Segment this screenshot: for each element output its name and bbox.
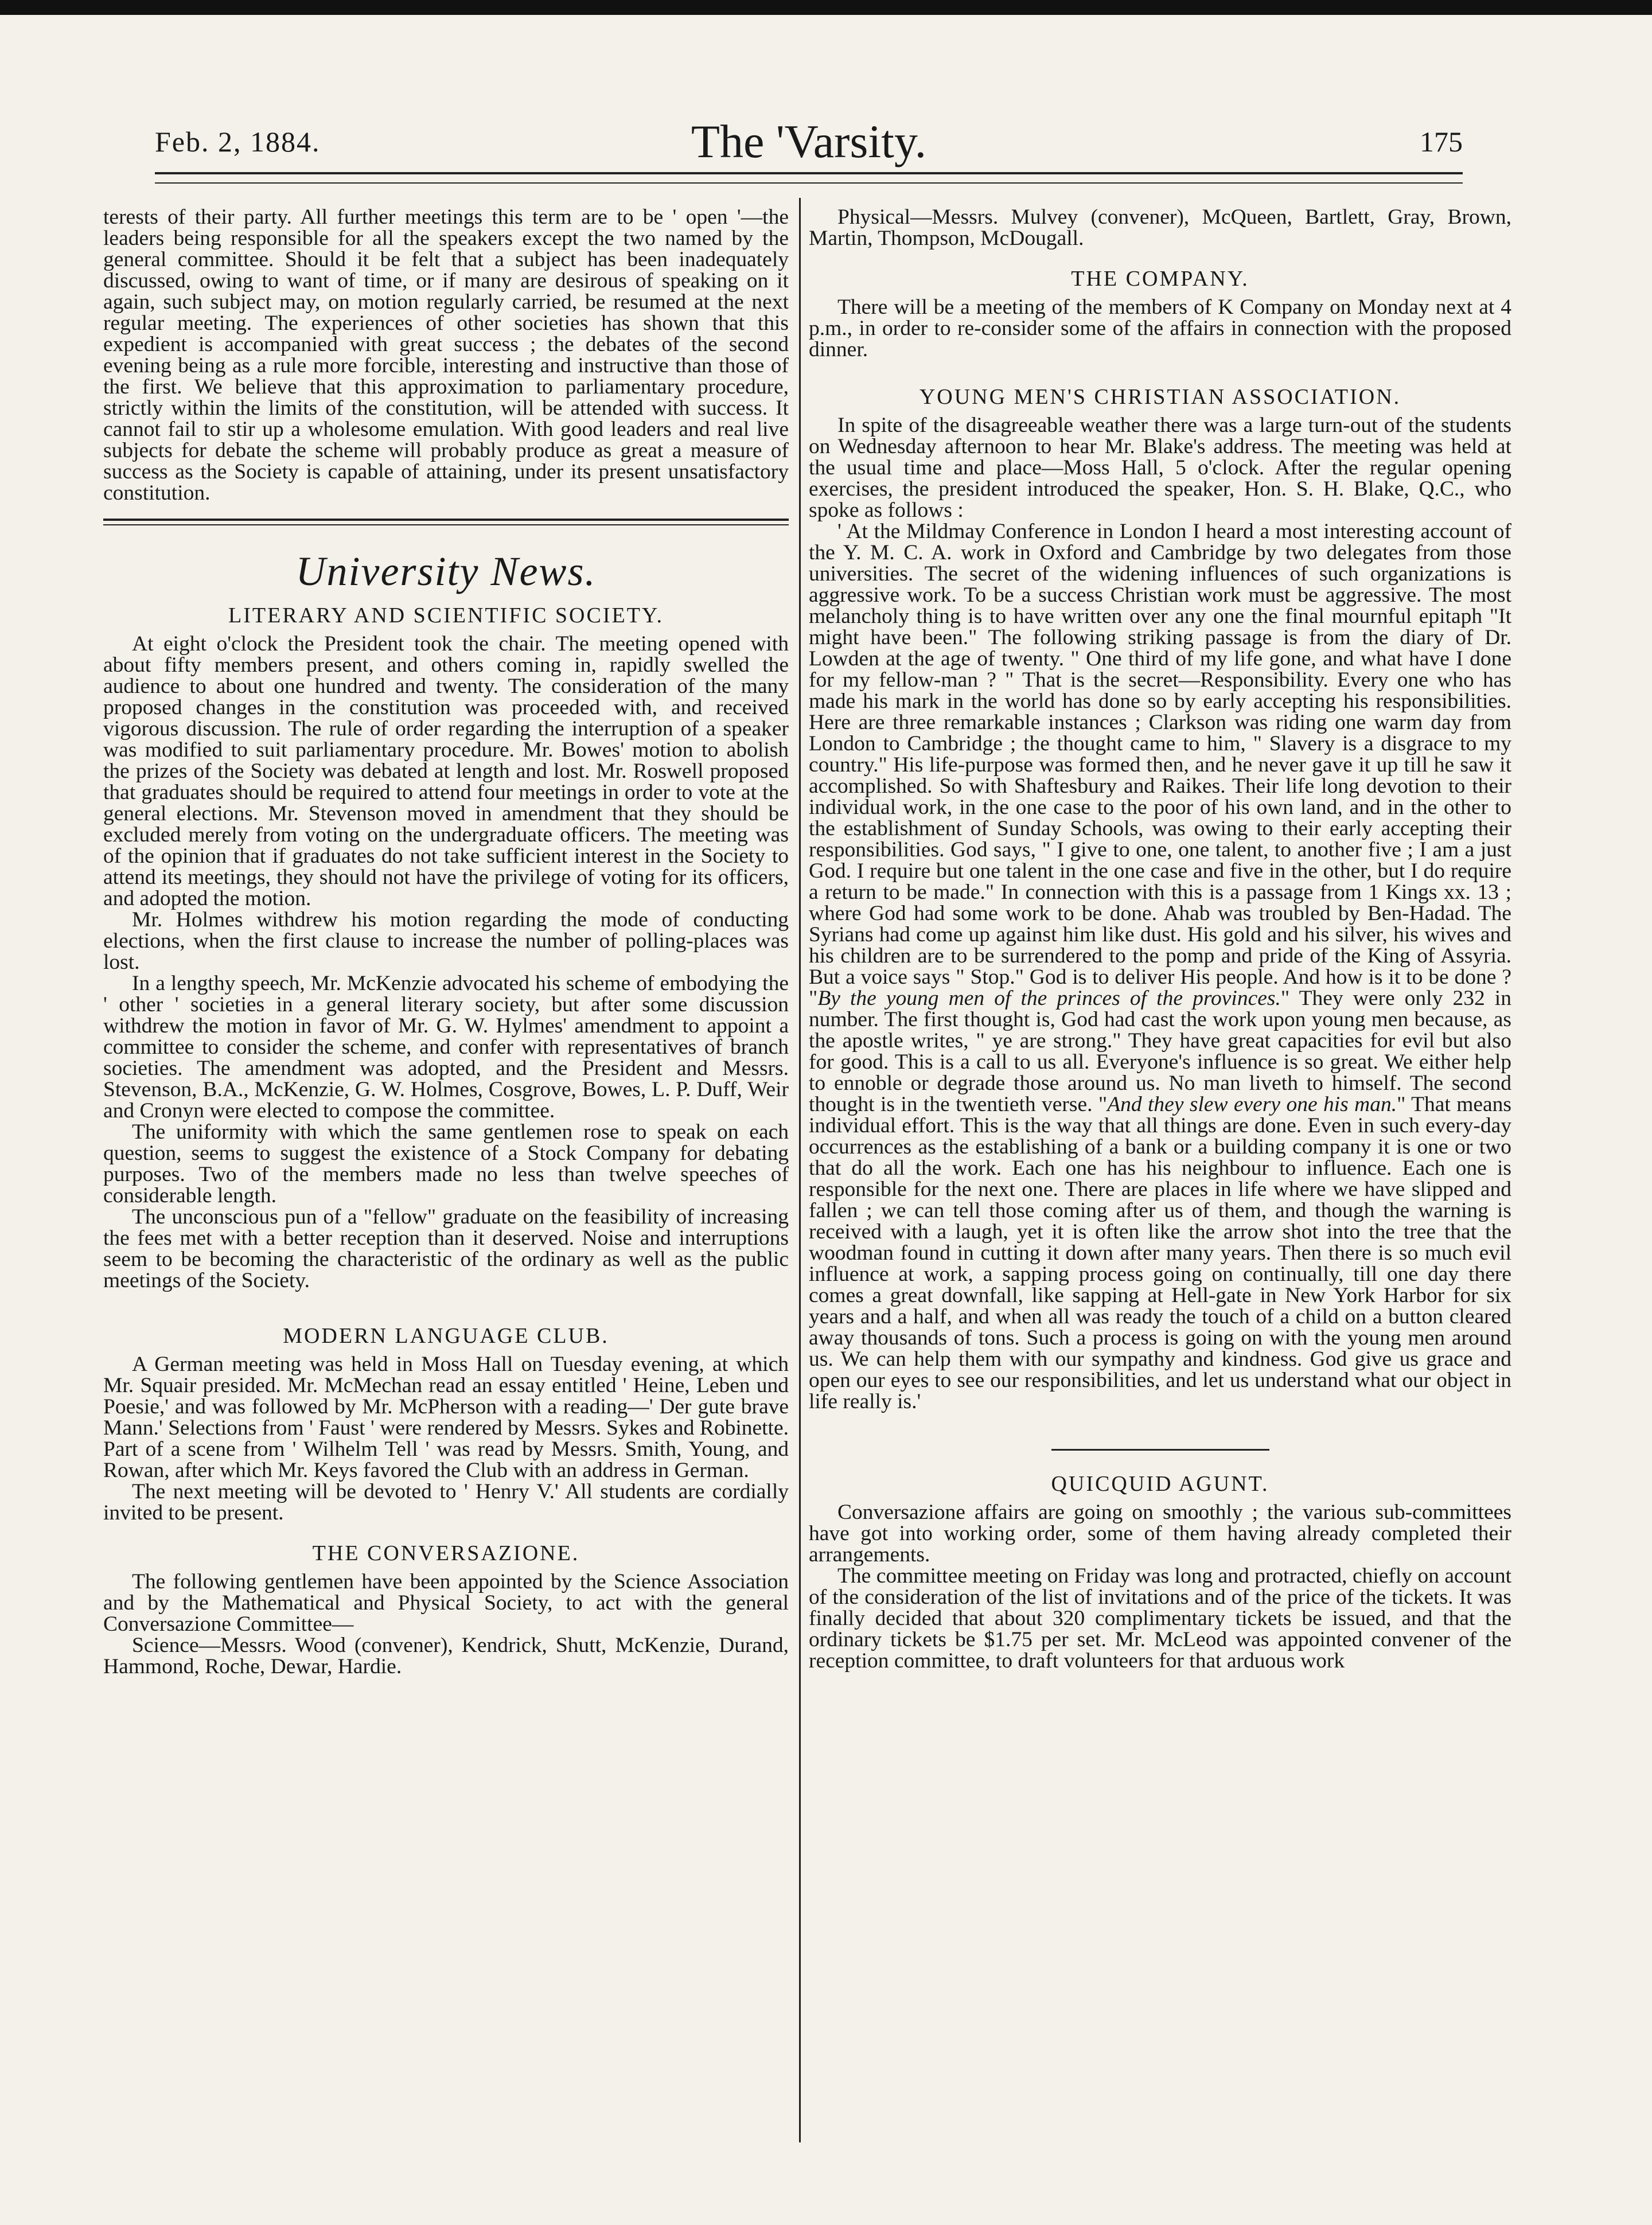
article-paragraph: The committee meeting on Friday was long and protracted, chiefly on account of the consideration of the list of invitations and of the price of the tickets. It was finally decided that about 320 complimentary tickets be issued, and that the ordinary tickets be $1.75 per set. Mr. McLeod was appointed convener of the reception committee, to draft volunteers for that arduous work	[809, 1564, 1511, 1673]
company-heading: THE COMPANY.	[1071, 267, 1249, 291]
newspaper-title: The 'Varsity.	[691, 115, 927, 167]
article-paragraph: In a lengthy speech, Mr. McKenzie advocated his scheme of embodying the ' other ' societies in a general literary society, but after some discussion withdrew the motion in favor of Mr. G. W. Hylmes' amendment to appoint a committee to consider the scheme, and confer with representatives of branch societies. The amendment was adopted, and the President and Messrs. Stevenson, B.A., McKenzie, G. W. Holmes, Cosgrove, Bowes, L. P. Duff, Weir and Cronyn were elected to compose the committee.	[103, 972, 789, 1123]
university-news-masthead: University News.	[295, 548, 597, 594]
physical-committee: Physical—Messrs. Mulvey (convener), McQueen, Bartlett, Gray, Brown, Martin, Thompson, McDougall.	[809, 205, 1511, 250]
left-column	[103, 206, 789, 1677]
section-divider	[103, 519, 789, 525]
article-paragraph: There will be a meeting of the members of K Company on Monday next at 4 p.m., in order to re-consider some of the affairs in connection with the proposed dinner.	[809, 295, 1511, 361]
article-paragraph: The following gentlemen have been appointed by the Science Association and by the Mathematical and Physical Society, to act with the general Conversazione Committee—	[103, 1570, 789, 1636]
scripture-quote: And they slew every one his man.	[1107, 1093, 1397, 1116]
article-paragraph: Science—Messrs. Wood (convener), Kendrick, Shutt, McKenzie, Durand, Hammond, Roche, Dewar, Hardie.	[103, 1634, 789, 1678]
header-rule-top	[155, 172, 1463, 174]
article-paragraph: In spite of the disagreeable weather there was a large turn-out of the students on Wednesday afternoon to hear Mr. Blake's address. The meeting was held at the usual time and place—Moss Hall, 5 o'clock. After the regular opening exercises, the president introduced the speaker, Hon. S. H. Blake, Q.C., who spoke as follows :	[809, 414, 1511, 522]
speech-paragraph	[809, 521, 1511, 1412]
article-paragraph: At eight o'clock the President took the chair. The meeting opened with about fifty members present, and others coming in, rapidly swelled the audience to about one hundred and twenty. The consideration of the many proposed changes in the constitution was proceeded with, and received vigorous discussion. The rule of order regarding the interruption of a speaker was modified to suit parliamentary procedure. Mr. Bowes' motion to abolish the prizes of the Society was debated at length and lost. Mr. Roswell proposed that graduates should be required to attend four meetings in order to vote at the general elections. Mr. Stevenson moved in amendment that they should be excluded merely from voting on the undergraduate officers. The meeting was of the opinion that if graduates do not take sufficient interest in the Society to attend its meetings, they should not have the privilege of voting for its officers, and adopted the motion.	[103, 632, 789, 910]
modern-language-club-heading: MODERN LANGUAGE CLUB.	[283, 1324, 609, 1348]
page-number: 175	[1420, 126, 1463, 158]
speech-text: ' At the Mildmay Conference in London I heard a most interesting account of the Y. M. C. A. work in Oxford and Cambridge by two delegates from those universities. The secret of the widening influences of such organizations is aggressive work. To be a success Christian work must be aggressive. The most melancholy thing is to have written over any one the final mournful epitaph "It might have been." The following striking passage is from the diary of Dr. Lowden at the age of twenty. " One third of my life gone, and what have I done for my fellow-man ? " That is the secret—Responsibility. Every one who has made his mark in the world has done so by early accepting his responsibilities. Here are three remarkable instances ; Clarkson was riding one warm day from London to Cambridge ; the thought came to him, " Slavery is a disgrace to my country." His life-purpose was formed then, and he never gave it up till he saw it accomplished. So with Shaftesbury and Raikes. Their life long devotion to their individual work, in the one case to the poor of his own land, and in the other to the establishment of Sunday Schools, was owing to their early accepting their responsibilities. God says, " I give to one, one talent, to another five ; I am a just God. I require but one talent in the one case and five in the other, but I do require a return to be made." In connection with this is a passage from 1 Kings xx. 13 ; where God had some work to be done. Ahab was troubled by Ben-Hadad. The Syrians had come up against him like dust. His gold and his silver, his wives and his children are to be surrendered to the pomp and pride of the King of Assyria. But a voice says " Stop." God is to deliver His people. And how is it to be done ? "	[809, 520, 1511, 1010]
conversazione-heading: THE CONVERSAZIONE.	[312, 1541, 580, 1565]
article-paragraph: A German meeting was held in Moss Hall on Tuesday evening, at which Mr. Squair presided. Mr. McMechan read an essay entitled ' Heine, Leben und Poesie,' and was followed by Mr. McPherson with a reading—' Der gute brave Mann.' Selections from ' Faust ' were rendered by Messrs. Sykes and Robinette. Part of a scene from ' Wilhelm Tell ' was read by Messrs. Smith, Young, and Rowan, after which Mr. Keys favored the Club with an address in German.	[103, 1353, 789, 1482]
article-paragraph: Conversazione affairs are going on smoothly ; the various sub-committees have got into working order, some of them having already completed their arrangements.	[809, 1501, 1511, 1567]
article-paragraph: The uniformity with which the same gentlemen rose to speak on each question, seems to suggest the existence of a Stock Company for debating purposes. Two of the members made no less than twelve speeches of considerable length.	[103, 1120, 789, 1207]
scripture-quote: By the young men of the princes of the provinces.	[817, 987, 1281, 1010]
section-divider	[1051, 1449, 1269, 1451]
column-divider	[799, 198, 801, 2142]
right-column	[809, 206, 1511, 1671]
article-paragraph: The next meeting will be devoted to ' Henry V.' All students are cordially invited to be present.	[103, 1480, 789, 1525]
editorial-continuation: terests of their party. All further meetings this term are to be ' open '—the leaders being responsible for all the speakers except the two named by the general committee. Should it be felt that a subject has been inadequately discussed, owing to want of time, or if many are desirous of speaking on it again, such subject may, on motion regularly carried, be resumed at the next regular meeting. The experiences of other societies has shown that this expedient is accompanied with great success ; the debates of the second evening being as a rule more forcible, interesting and instructive than those of the first. We believe that this approximation to parliamentary procedure, strictly within the limits of the constitution, will be attended with success. It cannot fail to stir up a wholesome emulation. With good leaders and real live subjects for debate the scheme will probably produce as great a measure of success as the Society is capable of attaining, under its present unsatisfactory constitution.	[103, 205, 789, 505]
article-paragraph: Mr. Holmes withdrew his motion regarding the mode of conducting elections, when the first clause to increase the number of polling-places was lost.	[103, 908, 789, 974]
quicquid-agunt-heading: QUICQUID AGUNT.	[1051, 1472, 1269, 1496]
article-paragraph: The unconscious pun of a "fellow" graduate on the feasibility of increasing the fees met with a better reception than it deserved. Noise and interruptions seem to be becoming the characteristic of the ordinary as well as the public meetings of the Society.	[103, 1205, 789, 1292]
top-border	[0, 0, 1652, 15]
header-rule-bottom	[155, 182, 1463, 184]
literary-society-heading: LITERARY AND SCIENTIFIC SOCIETY.	[228, 603, 664, 628]
speech-text: " That means individual effort. This is the way that all things are done. Even in such every-day occurrences as the establishing of a bank or a building company it is one or two that do all the work. Each one has his neighbour to influence. Each one is responsible for the next one. There are places in life where we have slipped and fallen ; we can tell those coming after us of them, and though the warning is received with a laugh, yet it is often like the arrow shot into the tree that the woodman found in cutting it down after many years. Then there is so much evil influence at work, a sapping process going on continually, till one day there comes a great downfall, like sapping at Hell-gate in New York Harbor for six years and a half, and when all was ready the touch of a child on a button cleared away thousands of tons. Such a process is going on with the young men around us. We can help them with our sympathy and kindness. God give us grace and open our eyes to see our responsibilities, and let us understand what our object in life really is.'	[809, 1093, 1511, 1413]
issue-date: Feb. 2, 1884.	[155, 126, 321, 158]
speech-text: " They were only 232 in number. The first thought is, God had cast the work upon young men because, as the apostle writes, " ye are strong." They have great capacities for evil but also for good. This is a call to us all. Everyone's influence is so great. We either help to ennoble or degrade those around us. No man liveth to himself. The second thought is in the twentieth verse. "	[809, 987, 1511, 1116]
ymca-heading: YOUNG MEN'S CHRISTIAN ASSOCIATION.	[919, 385, 1401, 409]
